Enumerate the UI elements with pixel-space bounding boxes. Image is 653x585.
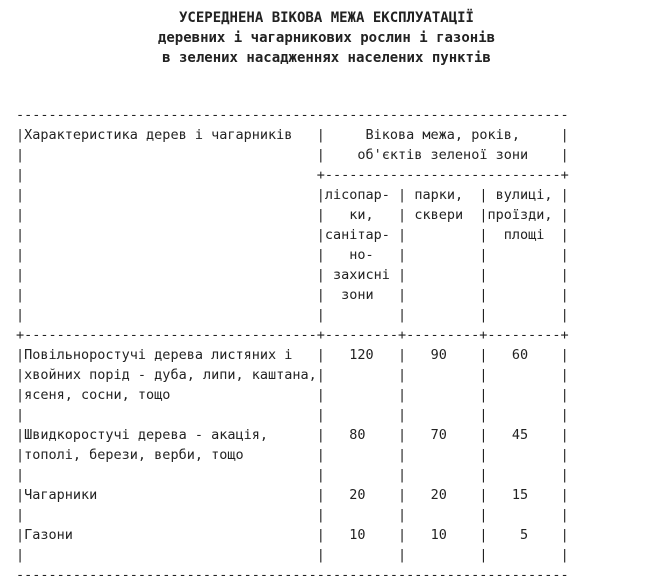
row-label: тополі, берези, верби, тощо xyxy=(24,447,317,463)
row-value-streets: 5 xyxy=(487,527,561,543)
header-separator: +------------------------------------+---------+---------+---------+ xyxy=(16,327,569,343)
row-value-forest-parks: 10 xyxy=(324,527,399,543)
row-value-forest-parks: 120 xyxy=(324,347,399,363)
row-label: ясеня, сосни, тощо xyxy=(24,387,317,403)
header-subcol-forest-parks: санітар- xyxy=(324,227,399,243)
header-subcol-forest-parks: лісопар- xyxy=(324,187,399,203)
header-subcol-forest-parks: зони xyxy=(324,287,399,303)
row-value-parks-squares: 10 xyxy=(406,527,480,543)
row-label: Повільноростучі дерева листяних і xyxy=(24,347,317,363)
header-characteristic: Характеристика дерев і чагарників xyxy=(24,127,317,143)
row-label: Чагарники xyxy=(24,487,317,503)
header-subcol-forest-parks: ки, xyxy=(324,207,399,223)
row-label: хвойних порід - дуба, липи, каштана, xyxy=(24,367,317,383)
title-line-3: в зелених насадженнях населених пунктів xyxy=(162,50,491,66)
header-subcol-forest-parks: но- xyxy=(324,247,399,263)
row-value-streets: 45 xyxy=(487,427,561,443)
row-label: Швидкоростучі дерева - акація, xyxy=(24,427,317,443)
row-value-parks-squares: 90 xyxy=(406,347,480,363)
header-subcol-parks-squares: парки, xyxy=(406,187,480,203)
document-title xyxy=(0,8,653,68)
header-age-limit-line-1: Вікова межа, років, xyxy=(324,127,561,143)
row-value-streets: 60 xyxy=(487,347,561,363)
header-subcol-streets: вулиці, xyxy=(487,187,561,203)
header-subcol-streets: проїзди, xyxy=(487,207,561,223)
header-subcol-parks-squares: сквери xyxy=(406,207,480,223)
header-group-divider: +-----------------------------+ xyxy=(316,167,569,183)
header-age-limit-line-2: об'єктів зеленої зони xyxy=(324,147,561,163)
row-value-parks-squares: 70 xyxy=(406,427,480,443)
row-value-streets: 15 xyxy=(487,487,561,503)
table-bottom-rule: -------------------------------------------------------------------- xyxy=(16,567,569,583)
table-top-rule: -------------------------------------------------------------------- xyxy=(16,107,569,123)
row-value-parks-squares: 20 xyxy=(406,487,480,503)
age-limit-table: -------------------------------------------------------------------- |Характеристика дерев і чагарників | Вікова межа, років, | | | об'єктів зеленої зони | | +-----------------------------+ | |лісопар- | парки, | вулиці, | | | ки, | сквери |проїзди, | | |санітар- | | площі | | | но- | | | | | захисні | | | | | зони | | | | | | | | +------------------------------------+---------+---------+---------+ |Повільноростучі дерева листяних і | 120 | 90 | 60 | |хвойних порід - дуба, липи, каштана,| | | | |ясеня, сосни, тощо | | | | | | | | | |Швидкоростучі дерева - акація, | 80 | 70 | 45 | |тополі, берези, верби, тощо | | | | | | | | | |Чагарники | 20 | 20 | 15 | | | | | | |Газони | 10 | 10 | 5 | | | | | | -------------------------------------------------------------------- xyxy=(16,107,569,583)
title-line-1: УСЕРЕДНЕНА ВІКОВА МЕЖА ЕКСПЛУАТАЦІЇ xyxy=(178,10,474,26)
header-subcol-forest-parks: захисні xyxy=(324,267,399,283)
row-value-forest-parks: 20 xyxy=(324,487,399,503)
row-value-forest-parks: 80 xyxy=(324,427,399,443)
header-subcol-streets: площі xyxy=(487,227,561,243)
title-line-2: деревних і чагарникових рослин і газонів xyxy=(157,30,496,46)
row-label: Газони xyxy=(24,527,317,543)
